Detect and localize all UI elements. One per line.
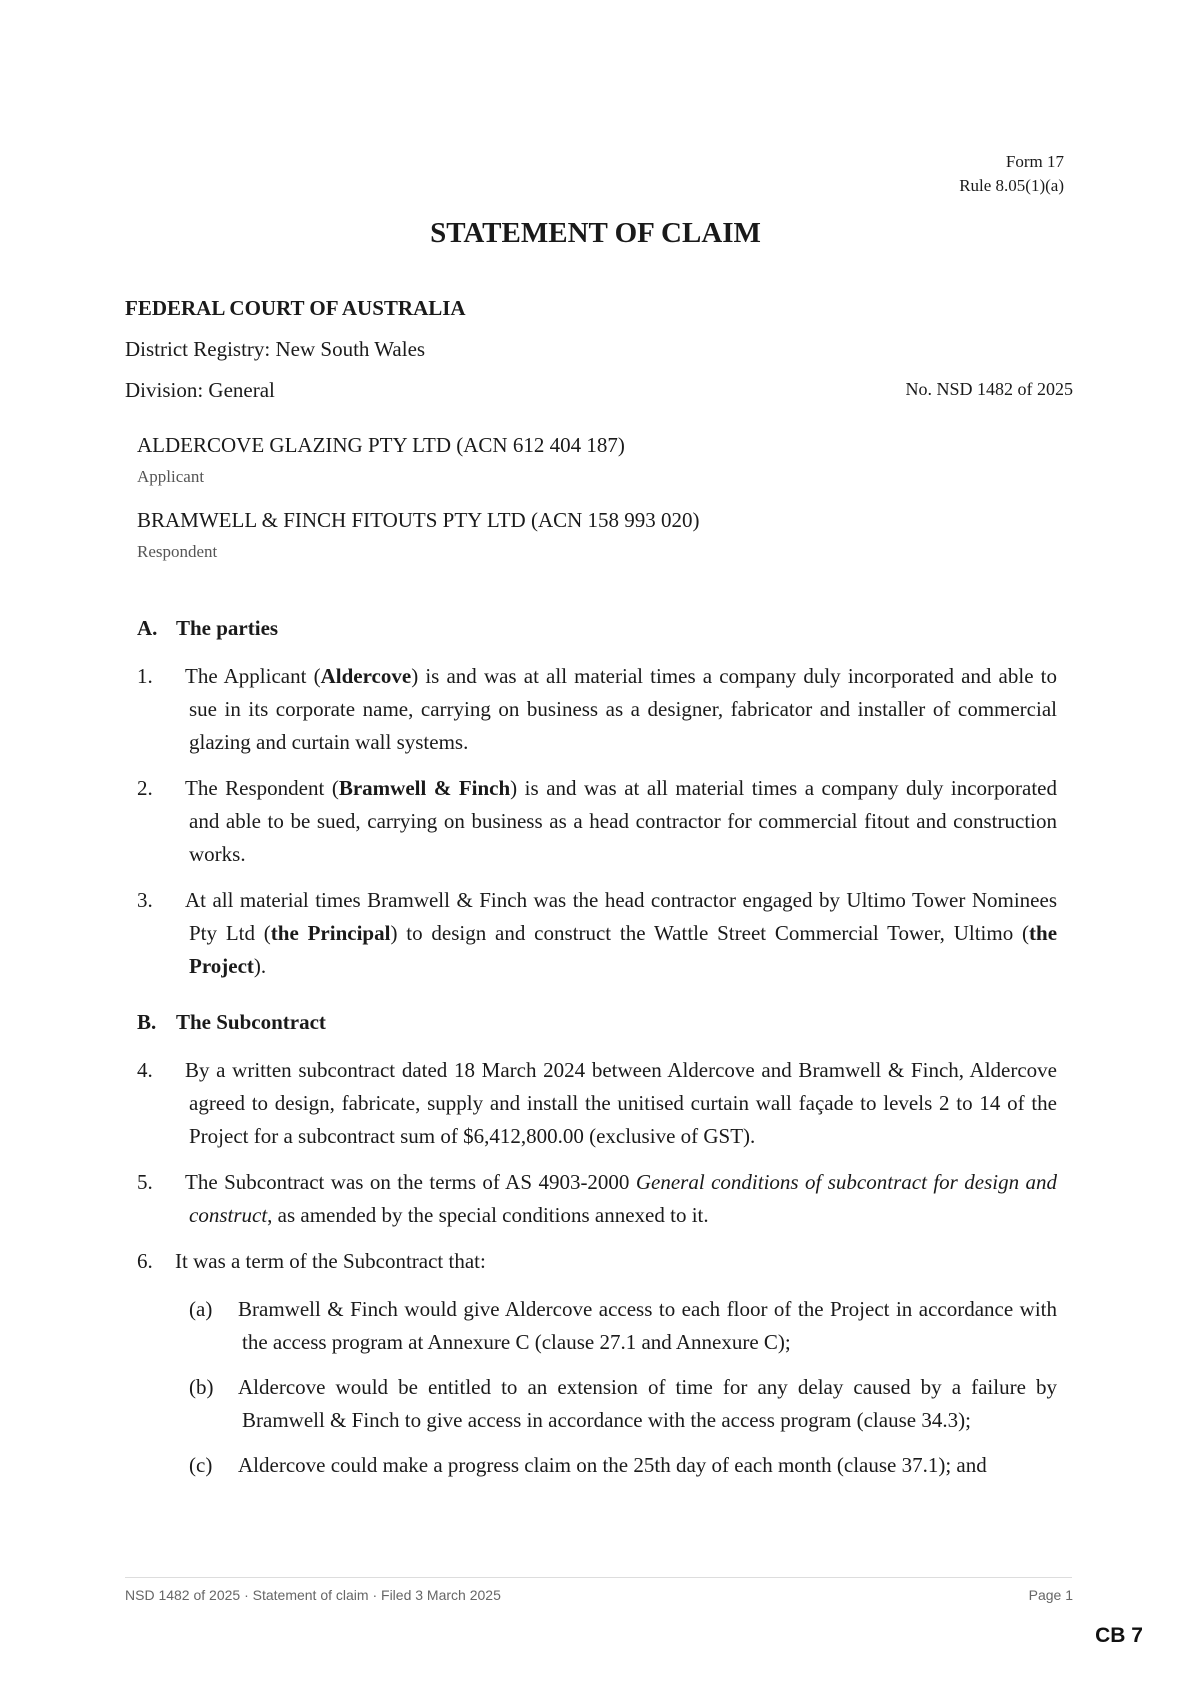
subparagraph-text: Aldercove could make a progress claim on the 25th day of each month (clause 37.1); and (238, 1453, 987, 1477)
form-number: Form 17 (1005, 152, 1064, 171)
court-book-stamp: CB 7 (1095, 1624, 1143, 1647)
paragraph-5 (137, 1166, 1057, 1232)
rule-reference: Rule 8.05(1)(a) (959, 176, 1064, 195)
paragraph-number: 2. (137, 776, 153, 800)
defined-term: Aldercove (320, 664, 412, 688)
paragraph-text: , as amended by the special conditions annexed to it. (267, 1203, 709, 1227)
paragraph-1 (137, 660, 1057, 759)
page-number: Page 1 (1028, 1587, 1073, 1603)
paragraph-6 (137, 1245, 486, 1278)
paragraph-number: 4. (137, 1058, 153, 1082)
subparagraph-6a (189, 1293, 1057, 1359)
applicant-name: ALDERCOVE GLAZING PTY LTD (ACN 612 404 187) (137, 433, 625, 457)
section-title: The Subcontract (176, 1010, 326, 1034)
document-title: STATEMENT OF CLAIM (430, 217, 761, 249)
proceeding-number: No. NSD 1482 of 2025 (905, 379, 1073, 399)
section-heading-subcontract (137, 1010, 326, 1035)
paragraph-text: The Subcontract was on the terms of AS 4903-2000 (185, 1170, 636, 1194)
paragraph-text: ). (253, 954, 267, 978)
paragraph-text: ) is and was at all material times a company duly incorporated and able to be sued, carrying on business as a head contractor for commercial fitout and construction works. (189, 776, 1057, 866)
section-heading-parties (137, 616, 278, 641)
subparagraph-number: (b) (189, 1375, 214, 1399)
paragraph-4 (137, 1054, 1057, 1153)
footer-divider (125, 1577, 1072, 1578)
paragraph-2 (137, 772, 1057, 871)
section-title: The parties (176, 616, 279, 640)
respondent-name: BRAMWELL & FINCH FITOUTS PTY LTD (ACN 158 993 020) (137, 508, 700, 532)
paragraph-3 (137, 884, 1057, 983)
respondent-role: Respondent (137, 542, 218, 561)
district-registry: District Registry: New South Wales (125, 337, 426, 361)
paragraph-number: 5. (137, 1170, 153, 1194)
paragraph-text: It was a term of the Subcontract that: (175, 1249, 486, 1273)
applicant-role: Applicant (137, 467, 205, 486)
division: Division: General (125, 378, 275, 402)
subparagraph-number: (c) (189, 1453, 213, 1477)
subparagraph-text: Bramwell & Finch would give Aldercove access to each floor of the Project in accordance with the access program at Annexure C (clause 27.1 and Annexure C); (238, 1297, 1057, 1354)
footer-citation: NSD 1482 of 2025 · Statement of claim · Filed 3 March 2025 (125, 1587, 501, 1603)
paragraph-number: 6. (137, 1249, 153, 1273)
subparagraph-6c (189, 1449, 1057, 1482)
section-letter: B. (137, 1010, 157, 1034)
defined-term: the Principal (270, 921, 391, 945)
court-name: FEDERAL COURT OF AUSTRALIA (125, 296, 466, 320)
subparagraph-number: (a) (189, 1297, 213, 1321)
paragraph-text: The Respondent ( (185, 776, 339, 800)
paragraph-text: At all material times Bramwell & Finch was the head contractor engaged by Ultimo Tower Nominees Pty Ltd ( (185, 888, 1057, 945)
defined-term: the Project (189, 921, 1058, 978)
subparagraph-6b (189, 1371, 1057, 1437)
paragraph-text: The Applicant ( (185, 664, 321, 688)
paragraph-text: ) to design and construct the Wattle Street Commercial Tower, Ultimo ( (390, 921, 1030, 945)
form-reference (959, 150, 1064, 198)
subparagraph-text: Aldercove would be entitled to an extension of time for any delay caused by a failure by Bramwell & Finch to give access in accordance with the access program (clause 34.3); (238, 1375, 1057, 1432)
paragraph-number: 3. (137, 888, 153, 912)
paragraph-text: ) is and was at all material times a company duly incorporated and able to sue in its corporate name, carrying on business as a designer, fabricator and installer of commercial glazing and curtain wall systems. (189, 664, 1058, 754)
paragraph-number: 1. (137, 664, 153, 688)
defined-term: Bramwell & Finch (338, 776, 511, 800)
standard-title: General conditions of subcontract for design and construct (189, 1170, 1058, 1227)
paragraph-text: By a written subcontract dated 18 March 2024 between Aldercove and Bramwell & Finch, Aldercove agreed to design, fabricate, supply and install the unitised curtain wall façade to levels 2 to 14 of the Project for a subcontract sum of $6,412,800.00 (exclusive of GST). (185, 1058, 1057, 1148)
section-letter: A. (137, 616, 158, 640)
